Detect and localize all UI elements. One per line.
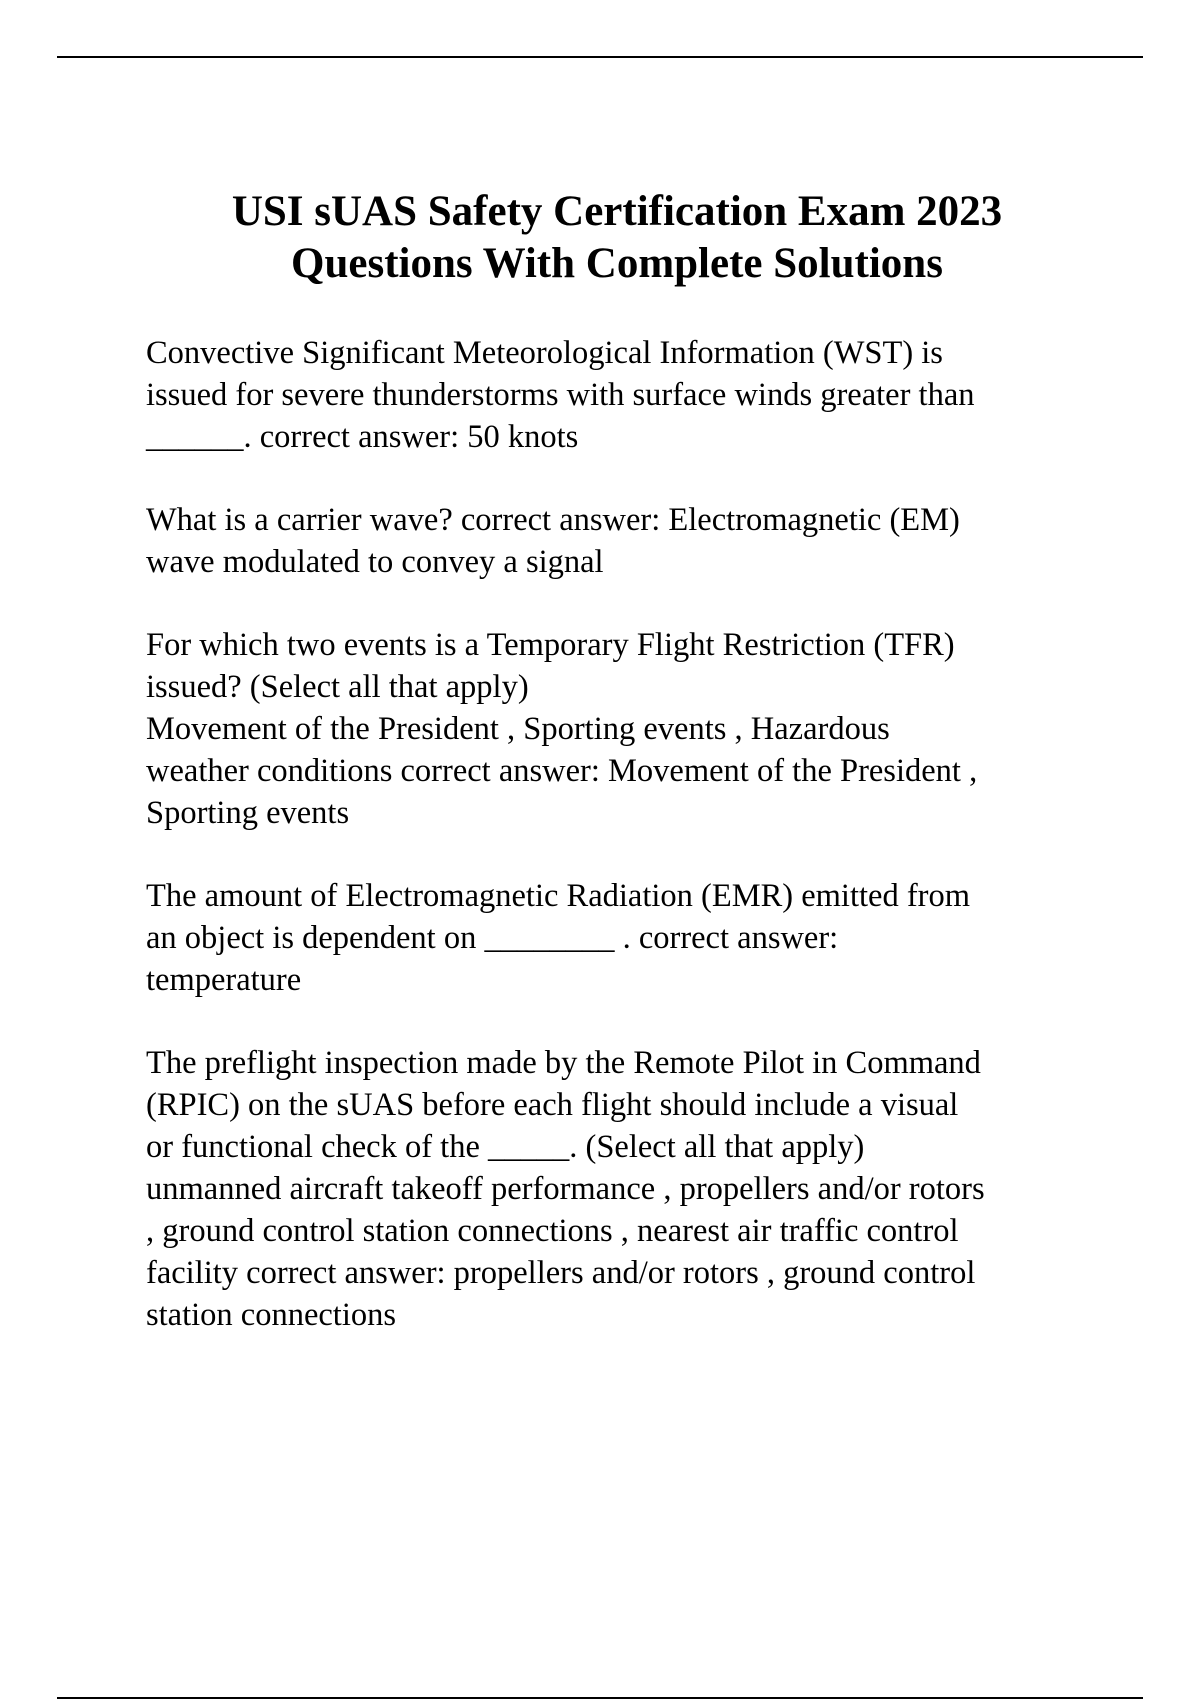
qa-line: (RPIC) on the sUAS before each flight should include a visual: [146, 1087, 959, 1123]
qa-line: facility correct answer: propellers and/or rotors , ground control: [146, 1255, 976, 1291]
title-line-2: Questions With Complete Solutions: [291, 240, 943, 287]
qa-line: issued? (Select all that apply): [146, 669, 529, 705]
bottom-divider: [57, 1697, 1143, 1699]
title-line-1: USI sUAS Safety Certification Exam 2023: [231, 188, 1003, 235]
qa-line: station connections: [146, 1297, 397, 1333]
qa-line: , ground control station connections , nearest air traffic control: [146, 1213, 959, 1249]
qa-item-4: [146, 875, 1106, 1001]
qa-line: The preflight inspection made by the Remote Pilot in Command: [146, 1045, 981, 1081]
qa-list: [146, 332, 1106, 1377]
qa-line: Sporting events: [146, 795, 350, 831]
page-title: [0, 186, 1200, 290]
qa-line: issued for severe thunderstorms with surface winds greater than: [146, 377, 975, 413]
qa-item-2: [146, 499, 1106, 583]
qa-line: unmanned aircraft takeoff performance , propellers and/or rotors: [146, 1171, 985, 1207]
qa-line: Convective Significant Meteorological Information (WST) is: [146, 335, 943, 371]
qa-item-5: [146, 1042, 1106, 1336]
qa-line: weather conditions correct answer: Movement of the President ,: [146, 753, 978, 789]
qa-line: The amount of Electromagnetic Radiation (EMR) emitted from: [146, 878, 970, 914]
qa-line: ______. correct answer: 50 knots: [146, 419, 579, 455]
qa-line: Movement of the President , Sporting events , Hazardous: [146, 711, 890, 747]
qa-item-1: [146, 332, 1106, 458]
qa-line: What is a carrier wave? correct answer: Electromagnetic (EM): [146, 502, 960, 538]
top-divider: [57, 56, 1143, 58]
qa-line: temperature: [146, 962, 302, 998]
qa-item-3: [146, 624, 1106, 834]
qa-line: For which two events is a Temporary Flight Restriction (TFR): [146, 627, 955, 663]
qa-line: an object is dependent on ________ . correct answer:: [146, 920, 839, 956]
qa-line: wave modulated to convey a signal: [146, 544, 604, 580]
qa-line: or functional check of the _____. (Select all that apply): [146, 1129, 865, 1165]
